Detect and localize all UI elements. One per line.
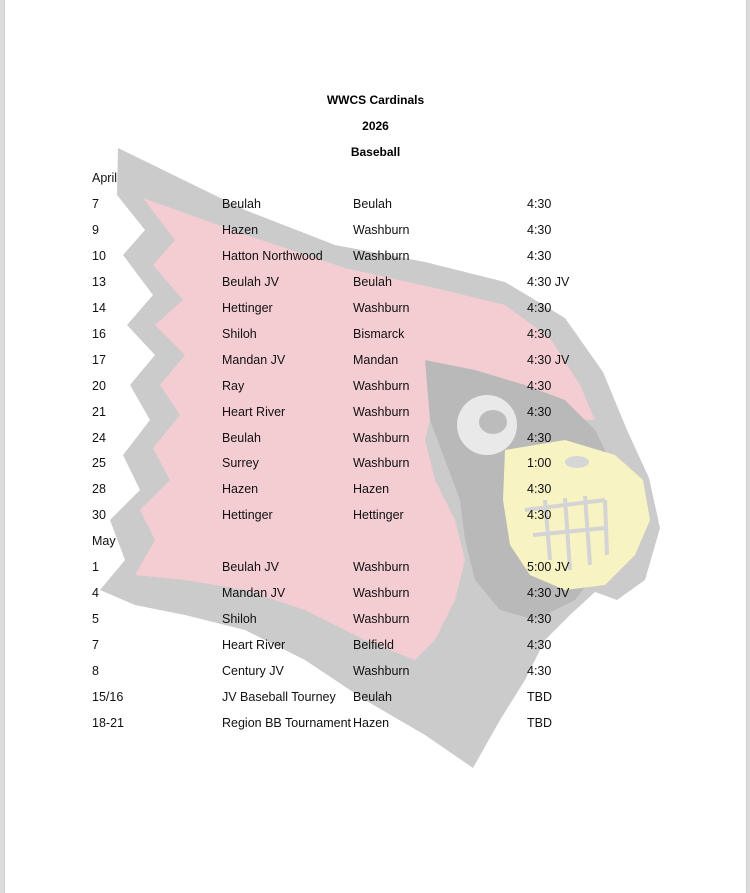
game-location: Mandan: [353, 352, 399, 367]
game-date: 30: [92, 508, 106, 523]
game-opponent: Mandan JV: [222, 352, 286, 367]
game-opponent: Hazen: [222, 482, 259, 497]
game-time: TBD: [527, 715, 552, 730]
game-location: Washburn: [353, 222, 410, 237]
game-location: Hettinger: [353, 508, 404, 523]
game-time: 4:30: [527, 378, 552, 393]
game-location: Hazen: [353, 715, 390, 730]
game-time: 4:30 JV: [527, 586, 570, 601]
game-row: [5, 664, 746, 684]
game-time: 4:30: [527, 404, 552, 419]
game-opponent: Mandan JV: [222, 586, 286, 601]
game-date: 18-21: [92, 715, 124, 730]
game-location: Washburn: [353, 300, 410, 315]
game-date: 20: [92, 378, 106, 393]
game-location: Washburn: [353, 560, 410, 575]
game-location: Washburn: [353, 456, 410, 471]
game-date: 24: [92, 430, 106, 445]
game-location: Belfield: [353, 638, 394, 653]
game-opponent: Beulah: [222, 196, 261, 211]
game-date: 28: [92, 482, 106, 497]
game-row: [5, 353, 746, 373]
game-location: Beulah: [353, 274, 392, 289]
game-row: [5, 716, 746, 736]
game-row: [5, 586, 746, 606]
game-opponent: Heart River: [222, 404, 286, 419]
game-date: 10: [92, 248, 106, 263]
game-row: [5, 405, 746, 425]
game-opponent: Hettinger: [222, 508, 273, 523]
game-row: [5, 301, 746, 321]
game-time: 4:30: [527, 300, 552, 315]
game-time: 4:30: [527, 326, 552, 341]
game-date: 25: [92, 456, 106, 471]
schedule-year: 2026: [362, 119, 389, 133]
game-row: [5, 482, 746, 502]
game-row: [5, 612, 746, 632]
game-row: [5, 638, 746, 658]
game-date: 17: [92, 352, 106, 367]
month-label: April: [92, 171, 118, 185]
game-time: 4:30: [527, 248, 552, 263]
game-opponent: Beulah JV: [222, 560, 279, 575]
game-row: [5, 223, 746, 243]
game-location: Hazen: [353, 482, 390, 497]
game-opponent: Beulah: [222, 430, 261, 445]
game-opponent: Hazen: [222, 222, 259, 237]
game-time: 4:30: [527, 638, 552, 653]
game-opponent: Heart River: [222, 638, 286, 653]
schedule-sport: Baseball: [350, 145, 401, 159]
game-row: [5, 197, 746, 217]
game-time: 4:30: [527, 222, 552, 237]
game-date: 15/16: [92, 690, 124, 704]
game-opponent: Century JV: [222, 664, 284, 679]
game-opponent: Shiloh: [222, 326, 257, 341]
game-time: 4:30: [527, 430, 552, 445]
game-location: Washburn: [353, 404, 410, 419]
game-opponent: Beulah JV: [222, 274, 279, 289]
game-date: 8: [92, 664, 99, 679]
game-date: 14: [92, 300, 106, 315]
game-row: [5, 275, 746, 295]
game-location: Washburn: [353, 248, 410, 263]
game-location: Beulah: [353, 196, 392, 211]
game-location: Washburn: [353, 430, 410, 445]
game-row: [5, 690, 746, 710]
game-location: Bismarck: [353, 326, 405, 341]
game-time: 4:30 JV: [527, 352, 570, 367]
game-row: [5, 431, 746, 451]
game-time: 1:00: [527, 456, 552, 471]
game-date: 16: [92, 326, 106, 341]
game-time: 4:30: [527, 508, 552, 523]
game-date: 21: [92, 404, 106, 419]
game-time: 4:30: [527, 196, 552, 211]
game-row: [5, 456, 746, 476]
game-date: 7: [92, 196, 99, 211]
game-date: 4: [92, 586, 99, 601]
game-location: Washburn: [353, 612, 410, 627]
game-time: 4:30: [527, 482, 552, 497]
game-location: Washburn: [353, 378, 410, 393]
game-date: 1: [92, 560, 99, 575]
game-opponent: Surrey: [222, 456, 259, 471]
game-date: 5: [92, 612, 99, 627]
document-page: [5, 0, 746, 893]
game-row: [5, 327, 746, 347]
game-opponent: Hatton Northwood: [222, 248, 323, 263]
game-opponent: Hettinger: [222, 300, 273, 315]
month-label: May: [92, 534, 116, 549]
game-date: 9: [92, 222, 99, 237]
game-time: 4:30 JV: [527, 274, 570, 289]
game-date: 7: [92, 638, 99, 653]
game-row: [5, 379, 746, 399]
game-row: [5, 249, 746, 269]
schedule-title: WWCS Cardinals: [326, 93, 425, 107]
game-opponent: Ray: [222, 378, 245, 393]
game-time: TBD: [527, 690, 552, 704]
game-time: 4:30: [527, 664, 552, 679]
game-location: Washburn: [353, 664, 410, 679]
game-row: [5, 560, 746, 580]
game-opponent: Region BB Tournament: [222, 715, 352, 730]
game-location: Beulah: [353, 690, 392, 704]
game-location: Washburn: [353, 586, 410, 601]
game-time: 4:30: [527, 612, 552, 627]
game-opponent: JV Baseball Tourney: [222, 690, 336, 704]
game-row: [5, 508, 746, 528]
game-time: 5:00 JV: [527, 560, 570, 575]
game-opponent: Shiloh: [222, 612, 257, 627]
game-date: 13: [92, 274, 106, 289]
